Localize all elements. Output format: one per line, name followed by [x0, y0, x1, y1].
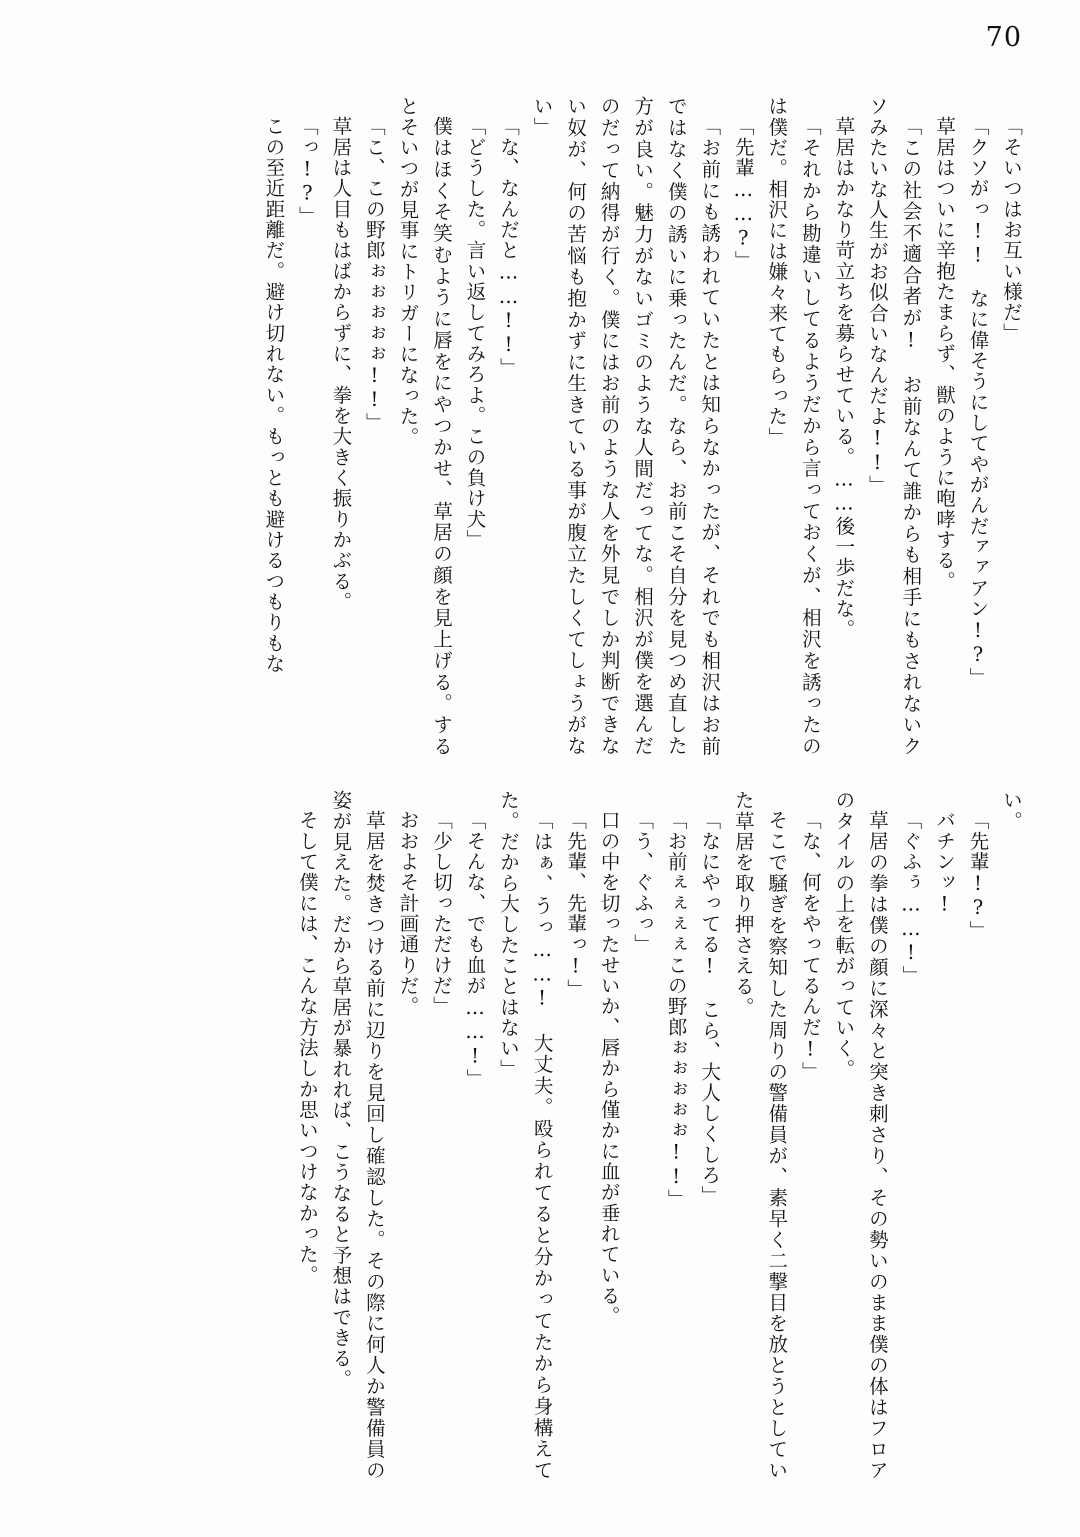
paragraph: 草居はかなり苛立ちを募らせている。……後一歩だな。: [832, 115, 856, 640]
paragraph: そこで騒ぎを察知した周りの警備員が、素早く二撃目を放とうとしていた草居を取り押さえる。: [731, 790, 789, 1480]
body-text-upper: [128, 96, 1028, 756]
paragraph: 草居の拳は僕の顔に深々と突き刺さり、その勢いのまま僕の体はフロアのタイルの上を転がっていく。: [832, 790, 889, 1480]
paragraph: 「っ!?」: [295, 115, 319, 226]
paragraph: 「先輩、先輩っ!」: [564, 809, 588, 1000]
paragraph: い。: [1000, 790, 1023, 832]
paragraph: 「それから勘違いしてるようだから言っておくが、相沢を誘ったのは僕だ。相沢には嫌々来てもらった」: [765, 96, 822, 756]
paragraph: 草居は人目もはばからずに、拳を大きく振りかぶる。: [329, 115, 353, 612]
paragraph: 「お前ぇぇぇぇこの野郎ぉぉぉぉぉ!!」: [664, 809, 688, 1210]
paragraph: 「そんな、でも血が……!」: [463, 809, 487, 1089]
paragraph: 「な、なんだと……!!」: [497, 115, 521, 378]
paragraph: 「なにやってる! こら、大人しくしろ」: [698, 809, 722, 1206]
body-text-lower: [128, 790, 1028, 1480]
paragraph: この至近距離だ。避け切れない。もっとも避けるつもりもな: [262, 115, 286, 674]
paragraph: 「はぁ、うっ……! 大丈夫。殴られてると分かってたから身構えてた。だから大したことはない」: [497, 790, 554, 1480]
paragraph: 口の中を切ったせいか、唇から僅かに血が垂れている。: [597, 809, 621, 1327]
paragraph: 僕はほくそ笑むように唇をにやつかせ、草居の顔を見上げる。するとそいつが見事にトリガーになった。: [396, 96, 453, 756]
paragraph: バチンッ!: [932, 809, 956, 917]
paragraph: そして僕には、こんな方法しか思いつけなかった。: [295, 809, 319, 1285]
paragraph: 「そいつはお互い様だ」: [1000, 115, 1023, 343]
paragraph: 「先輩!?」: [966, 809, 990, 941]
paragraph: 「どうした。言い返してみろよ。この負け犬」: [463, 115, 487, 550]
paragraph: 「この社会不適合者が! お前なんて誰からも相手にもされないクソみたいな人生がお似合いなんだよ!!」: [865, 96, 923, 756]
paragraph: 「な、何をやってるんだ!」: [798, 809, 822, 1082]
paragraph: 「少し切っただけだ」: [429, 809, 453, 1017]
page-number: 70: [985, 22, 1022, 53]
paragraph: 「先輩……?」: [731, 115, 755, 271]
paragraph: 草居を焚きつける前に辺りを見回し確認した。その際に何人か警備員の姿が見えた。だから草居が暴れれば、こうなると予想はできる。: [329, 790, 386, 1480]
paragraph: 「こ、この野郎ぉぉぉぉぉ!!」: [362, 115, 386, 433]
paragraph: 「お前にも誘われていたとは知らなかったが、それでも相沢はお前ではなく僕の誘いに乗ったんだ。なら、お前こそ自分を見つめ直した方が良い。魅力がないゴミのような人間だってな。相沢が僕を選んだのだって納得が行く。僕にはお前のような人を外見でしか判断できない奴が、何の苦悩も抱かずに生きている事が腹立たしくてしょうがない」: [530, 96, 722, 756]
paragraph: おおよそ計画通りだ。: [396, 809, 420, 1017]
paragraph: 「クソがっ!! なに偉そうにしてやがんだァァアン!?」: [966, 115, 990, 688]
paragraph: 「う、ぐふっ」: [631, 809, 655, 955]
paragraph: 草居はついに辛抱たまらず、獣のように咆哮する。: [932, 115, 956, 591]
paragraph: 「ぐふぅ……!」: [899, 809, 923, 986]
